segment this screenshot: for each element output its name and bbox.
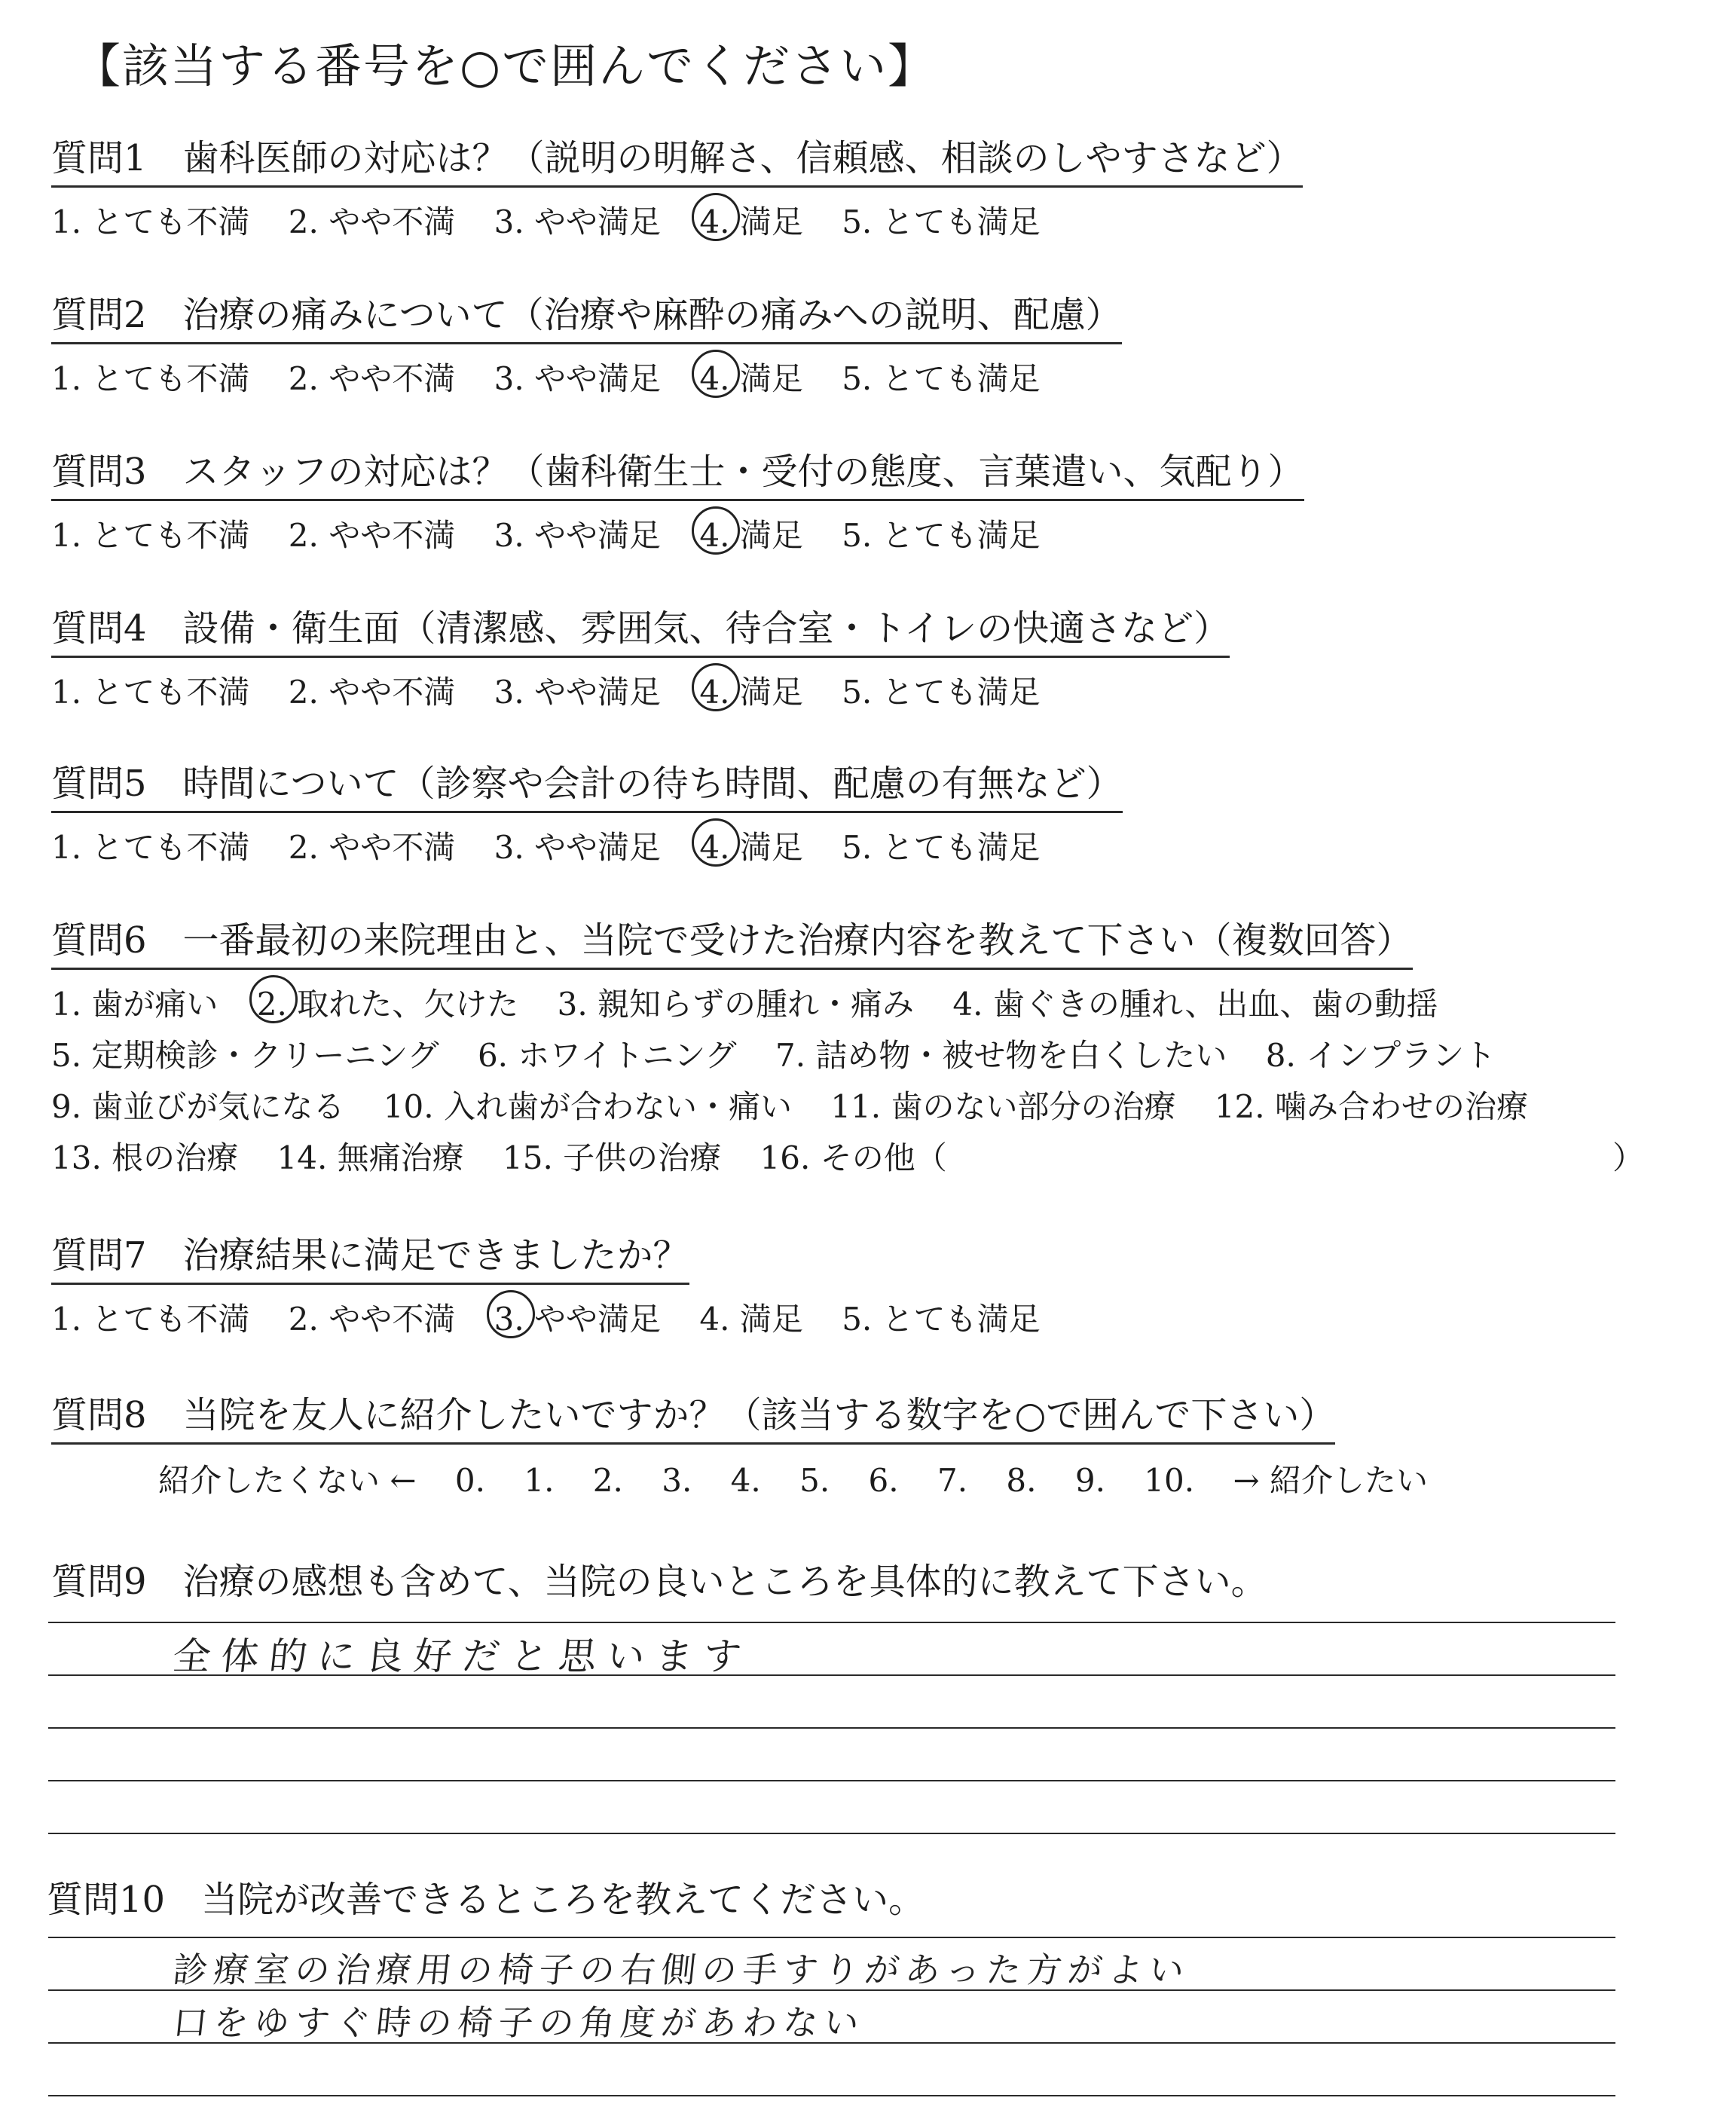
- q4-option-3[interactable]: 3. やや満足: [494, 674, 662, 711]
- q6-option-1[interactable]: 1. 歯が痛い: [51, 986, 219, 1023]
- question-5-title: 質問5 時間について（診察や会計の待ち時間、配慮の有無など）: [51, 761, 1123, 813]
- q8-number-9[interactable]: 9.: [1074, 1462, 1105, 1499]
- question-3-title: 質問3 スタッフの対応は？（歯科衛生士・受付の態度、言葉遣い、気配り）: [51, 449, 1304, 501]
- q8-right-label: → 紹介したい: [1233, 1462, 1428, 1499]
- selection-circle: [692, 193, 740, 241]
- q6-option-8[interactable]: 8. インプラント: [1265, 1037, 1496, 1074]
- q1-option-2[interactable]: 2. やや不満: [288, 203, 456, 240]
- q5-option-2[interactable]: 2. やや不満: [288, 829, 456, 866]
- q4-option-4-selected[interactable]: 4. 満足: [699, 668, 802, 713]
- q2-option-1[interactable]: 1. とても不満: [51, 360, 250, 397]
- q6-option-4[interactable]: 4. 歯ぐきの腫れ、出血、歯の動揺: [952, 986, 1438, 1023]
- q2-option-5[interactable]: 5. とても満足: [842, 360, 1041, 397]
- q6-option-14[interactable]: 14. 無痛治療: [277, 1139, 464, 1176]
- q10-handwritten-answer-line2[interactable]: 口をゆすぐ時の椅子の角度があわない: [170, 2002, 867, 2043]
- q6-option-12[interactable]: 12. 噛み合わせの治療: [1214, 1088, 1528, 1125]
- q9-handwritten-answer[interactable]: 全体的に良好だと思います: [170, 1634, 754, 1678]
- q6-option-15[interactable]: 15. 子供の治療: [503, 1139, 722, 1176]
- q7-option-3-selected[interactable]: 3. やや満足: [494, 1295, 661, 1340]
- q6-row-4: [51, 1133, 976, 1179]
- q7-option-4[interactable]: 4. 満足: [699, 1301, 803, 1338]
- q8-number-6[interactable]: 6.: [868, 1462, 899, 1499]
- question-2: [51, 292, 1122, 344]
- q6-other-close-paren: ）: [1612, 1139, 1645, 1176]
- q6-option-5[interactable]: 5. 定期検診・クリーニング: [51, 1037, 439, 1074]
- q6-option-10[interactable]: 10. 入れ歯が合わない・痛い: [383, 1088, 792, 1125]
- question-4: [51, 606, 1230, 658]
- question-7: [51, 1233, 689, 1285]
- question-1: [51, 136, 1303, 188]
- q1-option-1[interactable]: 1. とても不満: [51, 203, 250, 240]
- q6-option-11[interactable]: 11. 歯のない部分の治療: [830, 1088, 1176, 1125]
- question-4-options: [51, 668, 1069, 713]
- q3-option-1[interactable]: 1. とても不満: [51, 517, 250, 554]
- q8-number-0[interactable]: 0.: [454, 1462, 485, 1499]
- answer-line: [48, 1727, 1615, 1729]
- answer-line: [48, 1937, 1615, 1938]
- selection-circle: [487, 1290, 535, 1338]
- q1-option-4-selected[interactable]: 4. 満足: [699, 197, 802, 243]
- answer-line: [48, 1622, 1615, 1623]
- question-1-title: 質問1 歯科医師の対応は？（説明の明解さ、信頼感、相談のしやすさなど）: [51, 136, 1303, 188]
- question-3-options: [51, 511, 1069, 556]
- question-10-title: 質問10 当院が改善できるところを教えてください。: [47, 1879, 925, 1921]
- q3-option-4-selected[interactable]: 4. 満足: [699, 511, 802, 556]
- question-5-options: [51, 823, 1069, 868]
- q8-number-2[interactable]: 2.: [592, 1462, 623, 1499]
- q4-option-5[interactable]: 5. とても満足: [842, 674, 1041, 711]
- q8-number-10[interactable]: 10.: [1144, 1462, 1195, 1499]
- q8-number-5[interactable]: 5.: [799, 1462, 830, 1499]
- q1-option-3[interactable]: 3. やや満足: [494, 203, 662, 240]
- q7-option-5[interactable]: 5. とても満足: [842, 1301, 1041, 1338]
- selection-circle: [692, 663, 740, 711]
- selection-circle: [692, 818, 740, 867]
- q4-option-1[interactable]: 1. とても不満: [51, 674, 250, 711]
- q5-option-5[interactable]: 5. とても満足: [842, 829, 1041, 866]
- q5-option-3[interactable]: 3. やや満足: [494, 829, 662, 866]
- q6-option-16[interactable]: 16. その他（: [760, 1139, 947, 1176]
- q8-number-4[interactable]: 4.: [730, 1462, 761, 1499]
- q8-scale: [158, 1456, 1456, 1501]
- q10-handwritten-answer-line1[interactable]: 診療室の治療用の椅子の右側の手すりがあった方がよい: [170, 1949, 1193, 1990]
- selection-circle: [692, 506, 740, 555]
- q2-option-2[interactable]: 2. やや不満: [288, 360, 456, 397]
- q3-option-3[interactable]: 3. やや満足: [494, 517, 662, 554]
- question-6-title: 質問6 一番最初の来院理由と、当院で受けた治療内容を教えて下さい（複数回答）: [51, 918, 1413, 970]
- q6-option-3[interactable]: 3. 親知らずの腫れ・痛み: [557, 986, 915, 1023]
- answer-line: [48, 2095, 1615, 2096]
- question-1-options: [51, 197, 1069, 243]
- q6-option-9[interactable]: 9. 歯並びが気になる: [51, 1088, 345, 1125]
- q8-number-1[interactable]: 1.: [524, 1462, 555, 1499]
- question-2-options: [51, 354, 1069, 399]
- answer-line: [48, 1833, 1615, 1834]
- q6-row-2: [51, 1031, 1524, 1076]
- q7-option-1[interactable]: 1. とても不満: [51, 1301, 250, 1338]
- selection-circle: [692, 350, 740, 398]
- q7-option-2[interactable]: 2. やや不満: [288, 1301, 456, 1338]
- question-6: [51, 918, 1413, 970]
- q3-option-5[interactable]: 5. とても満足: [842, 517, 1041, 554]
- q6-row-3: [51, 1082, 1557, 1127]
- q1-option-5[interactable]: 5. とても満足: [842, 203, 1041, 240]
- q2-option-4-selected[interactable]: 4. 満足: [699, 354, 802, 399]
- answer-line: [48, 1780, 1615, 1781]
- question-8: [51, 1393, 1335, 1445]
- q5-option-1[interactable]: 1. とても不満: [51, 829, 250, 866]
- q3-option-2[interactable]: 2. やや不満: [288, 517, 456, 554]
- q6-row-1: [51, 980, 1466, 1025]
- page-title: 【該当する番号を○で囲んでください】: [74, 38, 937, 93]
- q6-option-6[interactable]: 6. ホワイトニング: [477, 1037, 737, 1074]
- question-3: [51, 449, 1304, 501]
- q6-option-2-selected[interactable]: 2. 取れた、欠けた: [257, 980, 518, 1025]
- q6-option-13[interactable]: 13. 根の治療: [51, 1139, 239, 1176]
- question-9-title: 質問9 治療の感想も含めて、当院の良いところを具体的に教えて下さい。: [51, 1561, 1267, 1603]
- q4-option-2[interactable]: 2. やや不満: [288, 674, 456, 711]
- q5-option-4-selected[interactable]: 4. 満足: [699, 823, 802, 868]
- question-7-options: [51, 1295, 1069, 1340]
- question-4-title: 質問4 設備・衛生面（清潔感、雰囲気、待合室・トイレの快適さなど）: [51, 606, 1230, 658]
- q2-option-3[interactable]: 3. やや満足: [494, 360, 662, 397]
- question-5: [51, 761, 1123, 813]
- question-8-title: 質問8 当院を友人に紹介したいですか？（該当する数字を○で囲んで下さい）: [51, 1393, 1335, 1445]
- q8-number-8[interactable]: 8.: [1006, 1462, 1037, 1499]
- q8-left-label: 紹介したくない ←: [158, 1462, 417, 1499]
- question-2-title: 質問2 治療の痛みについて（治療や麻酔の痛みへの説明、配慮）: [51, 292, 1122, 344]
- selection-circle: [249, 975, 298, 1023]
- q8-number-7[interactable]: 7.: [937, 1462, 968, 1499]
- q6-option-7[interactable]: 7. 詰め物・被せ物を白くしたい: [775, 1037, 1227, 1074]
- q8-number-3[interactable]: 3.: [662, 1462, 692, 1499]
- question-7-title: 質問7 治療結果に満足できましたか？: [51, 1233, 689, 1285]
